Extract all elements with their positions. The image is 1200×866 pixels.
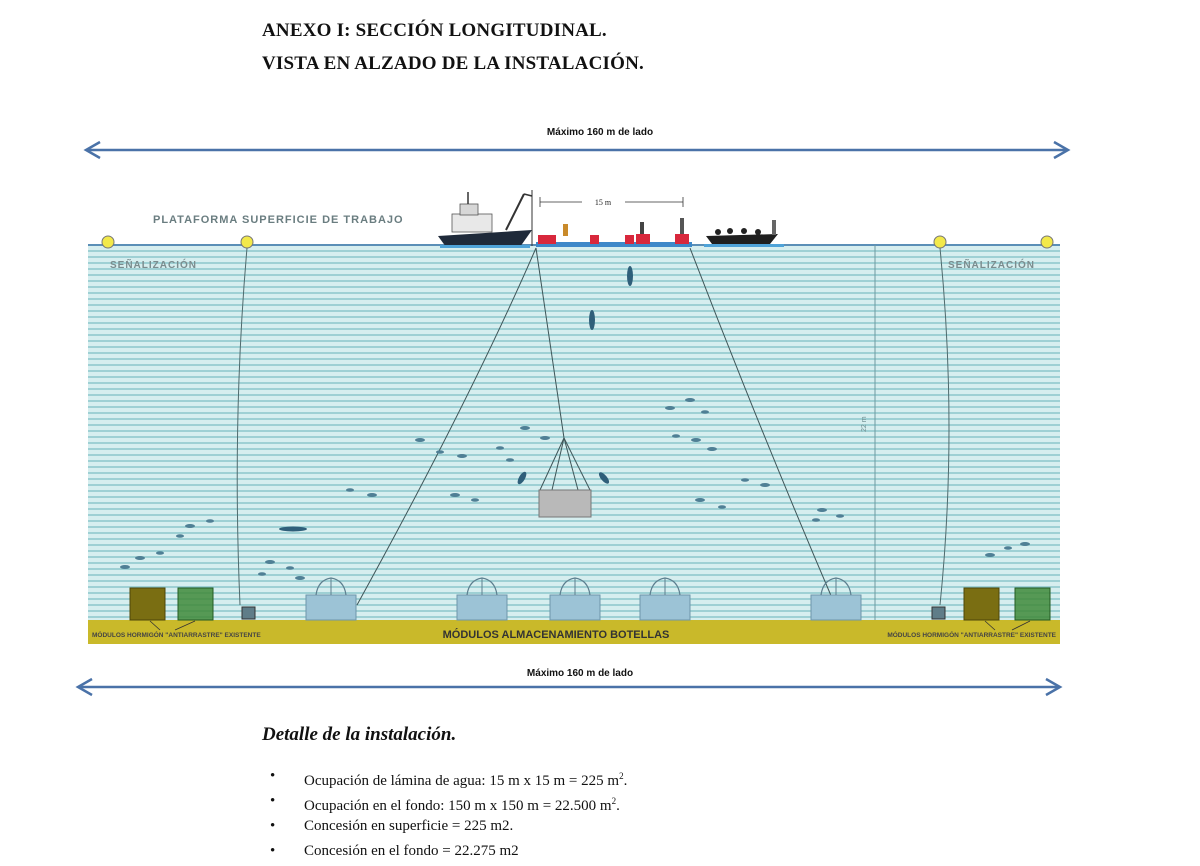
diver-icon [627, 266, 633, 286]
fish-icon [176, 534, 184, 538]
details-list [268, 766, 627, 866]
document-title-line1: ANEXO I: SECCIÓN LONGITUDINAL. [262, 20, 607, 41]
depth-label: 22 m [861, 416, 868, 432]
buoy-icon [1041, 236, 1053, 248]
fish-icon [1020, 542, 1030, 546]
list-item: • Ocupación en el fondo: 150 m x 150 m = 22.500 $m^2$. [268, 791, 627, 816]
fish-icon [156, 551, 164, 555]
platform-label: PLATAFORMA SUPERFICIE DE TRABAJO [153, 214, 404, 226]
fish-icon [295, 576, 305, 580]
diver-icon [279, 527, 307, 532]
platform-width-label: 15 m [594, 198, 612, 207]
fish-icon [286, 566, 294, 570]
list-item: • Ocupación de lámina de agua: 15 m x 15 m = 225 $m^2$. [268, 766, 627, 791]
fish-icon [415, 438, 425, 442]
fish-icon [701, 410, 709, 414]
fish-icon [120, 565, 130, 569]
fish-icon [258, 572, 266, 576]
fish-icon [496, 446, 504, 450]
fish-icon [506, 458, 514, 462]
fish-icon [985, 553, 995, 557]
seabed-label-center: MÓDULOS ALMACENAMIENTO BOTELLAS [442, 629, 670, 641]
bottom-dimension-label: Máximo 160 m de lado [526, 668, 634, 679]
fish-icon [346, 488, 354, 492]
fish-icon [817, 508, 827, 512]
seabed-label-right: MÓDULOS HORMIGÓN "ANTIARRASTRE" EXISTENTE [887, 632, 1056, 639]
details-heading: Detalle de la instalación. [262, 724, 457, 745]
fishing-boat-icon [438, 190, 532, 248]
water-body [88, 245, 1060, 620]
seabed-label-left: MÓDULOS HORMIGÓN "ANTIARRASTRE" EXISTENTE [92, 632, 261, 639]
fish-icon [135, 556, 145, 560]
buoy-icon [934, 236, 946, 248]
fish-icon [741, 478, 749, 482]
top-dimension-arrow [86, 142, 1068, 158]
fish-icon [457, 454, 467, 458]
fish-icon [367, 493, 377, 497]
list-item: • Concesión en el fondo = 22.275 m2 [268, 841, 627, 866]
platform-width-dimension [540, 197, 683, 207]
fish-icon [1004, 546, 1012, 550]
document-title-line2: VISTA EN ALZADO DE LA INSTALACIÓN. [262, 53, 644, 74]
fish-icon [206, 519, 214, 523]
fish-icon [695, 498, 705, 502]
small-boat-icon [704, 220, 784, 247]
fish-icon [265, 560, 275, 564]
fish-icon [450, 493, 460, 497]
fish-icon [685, 398, 695, 402]
diver-icon [589, 310, 595, 330]
top-dimension-label: Máximo 160 m de lado [546, 127, 654, 138]
fish-icon [185, 524, 195, 528]
fish-icon [520, 426, 530, 430]
fish-icon [672, 434, 680, 438]
fish-icon [707, 447, 717, 451]
signal-label-right: SEÑALIZACIÓN [948, 260, 1035, 271]
buoy-icon [102, 236, 114, 248]
fish-icon [665, 406, 675, 410]
work-platform [536, 218, 692, 247]
bottom-dimension-arrow [78, 679, 1060, 695]
suspended-load [539, 490, 591, 517]
fish-icon [812, 518, 820, 522]
list-item: • Concesión en superficie = 225 m2. [268, 816, 627, 841]
fish-icon [691, 438, 701, 442]
fish-icon [436, 450, 444, 454]
buoy-icon [241, 236, 253, 248]
fish-icon [471, 498, 479, 502]
fish-icon [760, 483, 770, 487]
fish-icon [718, 505, 726, 509]
fish-icon [540, 436, 550, 440]
fish-icon [836, 514, 844, 518]
signal-label-left: SEÑALIZACIÓN [110, 260, 197, 271]
